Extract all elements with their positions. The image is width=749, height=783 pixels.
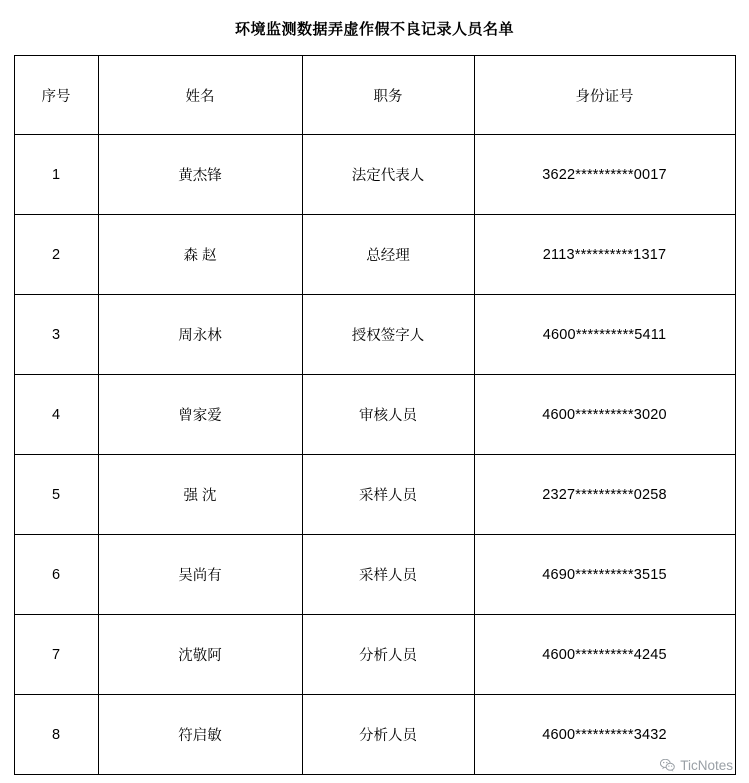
cell-name: 曾家爱 xyxy=(98,375,302,455)
cell-id: 4690**********3515 xyxy=(474,535,735,615)
cell-id: 2327**********0258 xyxy=(474,455,735,535)
cell-name: 吴尚有 xyxy=(98,535,302,615)
personnel-table xyxy=(14,55,736,775)
cell-name: 符启敏 xyxy=(98,695,302,775)
table-header xyxy=(14,56,735,135)
cell-role: 分析人员 xyxy=(302,615,474,695)
cell-role: 审核人员 xyxy=(302,375,474,455)
cell-role: 分析人员 xyxy=(302,695,474,775)
cell-name: 周永林 xyxy=(98,295,302,375)
cell-role: 采样人员 xyxy=(302,535,474,615)
cell-name: 沈敬阿 xyxy=(98,615,302,695)
cell-index: 7 xyxy=(14,615,98,695)
cell-role: 授权签字人 xyxy=(302,295,474,375)
table-body xyxy=(14,135,735,775)
cell-index: 3 xyxy=(14,295,98,375)
cell-name: 强 沈 xyxy=(98,455,302,535)
cell-index: 1 xyxy=(14,135,98,215)
cell-role: 总经理 xyxy=(302,215,474,295)
cell-id: 2113**********1317 xyxy=(474,215,735,295)
table-row xyxy=(14,535,735,615)
cell-index: 8 xyxy=(14,695,98,775)
table-row xyxy=(14,455,735,535)
cell-id: 4600**********5411 xyxy=(474,295,735,375)
table-row xyxy=(14,135,735,215)
column-header-index: 序号 xyxy=(14,56,98,135)
table-row xyxy=(14,695,735,775)
page-title: 环境监测数据弄虚作假不良记录人员名单 xyxy=(234,21,514,38)
table-row xyxy=(14,295,735,375)
table-header-row xyxy=(14,56,735,135)
column-header-name: 姓名 xyxy=(98,56,302,135)
watermark xyxy=(660,758,733,773)
cell-role: 采样人员 xyxy=(302,455,474,535)
cell-id: 4600**********3432 xyxy=(474,695,735,775)
cell-role: 法定代表人 xyxy=(302,135,474,215)
watermark-label: TicNotes xyxy=(680,758,733,773)
cell-id: 4600**********3020 xyxy=(474,375,735,455)
cell-index: 4 xyxy=(14,375,98,455)
cell-index: 5 xyxy=(14,455,98,535)
cell-index: 6 xyxy=(14,535,98,615)
table-row xyxy=(14,375,735,455)
cell-id: 3622**********0017 xyxy=(474,135,735,215)
column-header-id: 身份证号 xyxy=(474,56,735,135)
wechat-logo-icon xyxy=(660,759,675,772)
column-header-role: 职务 xyxy=(302,56,474,135)
cell-id: 4600**********4245 xyxy=(474,615,735,695)
cell-name: 黄杰锋 xyxy=(98,135,302,215)
table-row xyxy=(14,215,735,295)
cell-index: 2 xyxy=(14,215,98,295)
table-row xyxy=(14,615,735,695)
cell-name: 森 赵 xyxy=(98,215,302,295)
